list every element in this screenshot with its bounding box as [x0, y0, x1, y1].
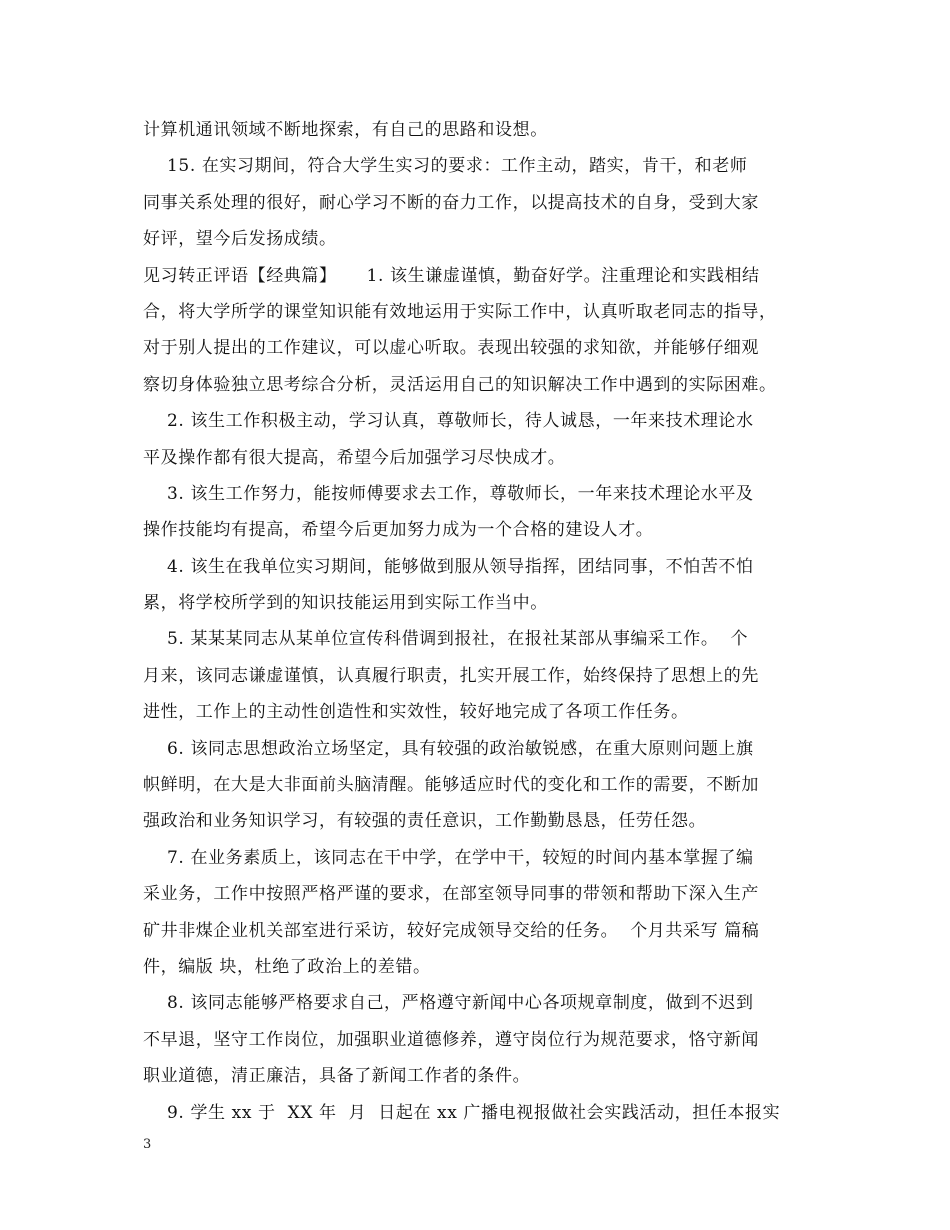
text-line: 6. 该同志思想政治立场坚定，具有较强的政治敏锐感，在重大原则问题上旗 — [143, 738, 754, 759]
text-line: 察切身体验独立思考综合分析，灵活运用自己的知识解决工作中遇到的实际困难。 — [143, 374, 777, 395]
text-line: 合，将大学所学的课堂知识能有效地运用于实际工作中，认真听取老同志的指导， — [143, 301, 777, 322]
text-line: 3. 该生工作努力，能按师傅要求去工作，尊敬师长，一年来技术理论水平及 — [143, 483, 754, 504]
text-line: 件，编版 块，杜绝了政治上的差错。 — [143, 956, 431, 977]
text-line: 强政治和业务知识学习，有较强的责任意识，工作勤勤恳恳，任劳任怨。 — [143, 811, 707, 832]
text-line: 平及操作都有很大提高，希望今后加强学习尽快成才。 — [143, 447, 566, 468]
text-line: 帜鲜明，在大是大非面前头脑清醒。能够适应时代的变化和工作的需要，不断加 — [143, 775, 759, 796]
document-body — [143, 112, 813, 1131]
text-line: 职业道德，清正廉洁，具备了新闻工作者的条件。 — [143, 1066, 531, 1087]
text-line: 月来，该同志谦虚谨慎，认真履行职责，扎实开展工作，始终保持了思想上的先 — [143, 665, 759, 686]
text-line: 15. 在实习期间，符合大学生实习的要求：工作主动，踏实，肯干，和老师 — [143, 156, 748, 177]
text-line: 对于别人提出的工作建议，可以虚心听取。表现出较强的求知欲，并能够仔细观 — [143, 338, 759, 359]
text-line: 7. 在业务素质上，该同志在干中学，在学中干，较短的时间内基本掌握了编 — [143, 847, 754, 868]
text-line: 好评，望今后发扬成绩。 — [143, 229, 337, 250]
text-line: 累，将学校所学到的知识技能运用到实际工作当中。 — [143, 593, 548, 614]
text-line: 4. 该生在我单位实习期间，能够做到服从领导指挥，团结同事，不怕苦不怕 — [143, 556, 754, 577]
text-line: 2. 该生工作积极主动，学习认真，尊敬师长，待人诚恳，一年来技术理论水 — [143, 411, 754, 432]
text-line: 8. 该同志能够严格要求自己，严格遵守新闻中心各项规章制度，做到不迟到 — [143, 993, 754, 1014]
text-line: 同事关系处理的很好，耐心学习不断的奋力工作，以提高技术的自身，受到大家 — [143, 192, 759, 213]
text-line: 不早退，坚守工作岗位，加强职业道德修养，遵守岗位行为规范要求，恪守新闻 — [143, 1029, 759, 1050]
text-line: 5. 某某某同志从某单位宣传科借调到报社，在报社某部从事编采工作。 个 — [143, 629, 749, 650]
text-line: 矿井非煤企业机关部室进行采访，较好完成领导交给的任务。 个月共采写 篇稿 — [143, 920, 760, 941]
text-line: 进性，工作上的主动性创造性和实效性，较好地完成了各项工作任务。 — [143, 702, 689, 723]
section-heading-line: 见习转正评语【经典篇】 1. 该生谦虚谨慎，勤奋好学。注重理论和实践相结 — [143, 265, 760, 286]
text-line: 采业务，工作中按照严格严谨的要求，在部室领导同事的带领和帮助下深入生产 — [143, 884, 759, 905]
text-line: 9. 学生 xx 于 XX 年 月 日起在 xx 广播电视报做社会实践活动，担任本报实 — [143, 1102, 781, 1123]
text-line: 计算机通讯领域不断地探索，有自己的思路和设想。 — [143, 120, 548, 140]
page-number: 3 — [143, 1137, 152, 1152]
text-line: 操作技能均有提高，希望今后更加努力成为一个合格的建设人才。 — [143, 520, 654, 541]
